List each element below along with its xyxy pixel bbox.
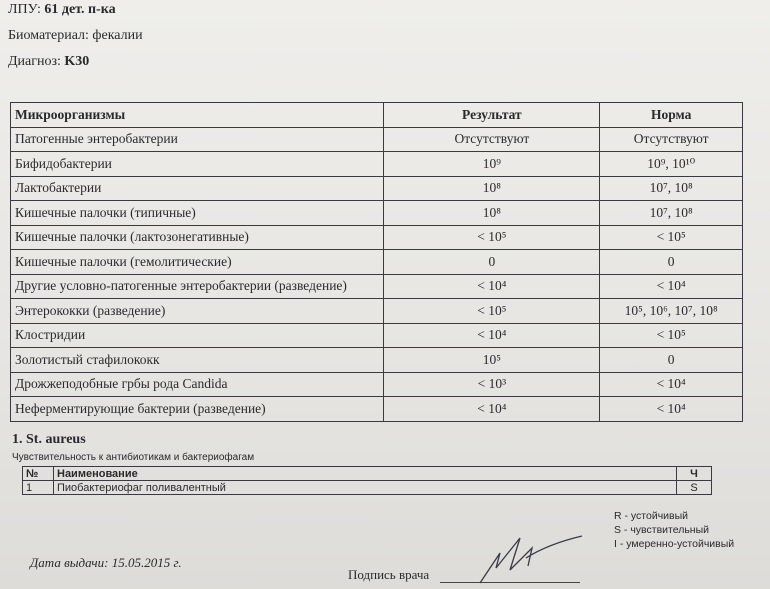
- row-name: Клостридии: [11, 323, 384, 348]
- ab-col-num: №: [23, 467, 54, 481]
- ab-col-name: Наименование: [54, 467, 677, 481]
- row-result: < 10⁴: [384, 323, 600, 348]
- table-row: [11, 348, 743, 373]
- row-result: < 10⁴: [384, 397, 600, 422]
- table-row: [11, 127, 743, 152]
- table-row: [11, 372, 743, 397]
- signature-scribble-icon: [470, 528, 590, 586]
- row-result: Отсутствуют: [384, 127, 600, 152]
- table-row: [11, 274, 743, 299]
- table-row: [11, 201, 743, 226]
- diagnosis-value: K30: [64, 54, 90, 69]
- diagnosis-label: Диагноз:: [8, 54, 61, 69]
- lpu-line: [8, 2, 116, 18]
- date-value: 15.05.2015 г.: [111, 555, 182, 570]
- ab-col-value: Ч: [677, 467, 712, 481]
- ab-row-value: S: [677, 481, 712, 495]
- antibiotics-table: [22, 466, 712, 495]
- row-name: Бифидобактерии: [11, 152, 384, 177]
- row-norm: < 10⁵: [600, 225, 743, 250]
- table-row: [11, 176, 743, 201]
- row-norm: 10⁹, 10¹⁰: [600, 152, 743, 177]
- row-norm: 10⁵, 10⁶, 10⁷, 10⁸: [600, 299, 743, 324]
- row-result: 10⁸: [384, 201, 600, 226]
- row-name: Неферментирующие бактерии (разведение): [11, 397, 384, 422]
- biomaterial-label: Биоматериал:: [8, 28, 89, 43]
- biomaterial-value: фекалии: [92, 28, 143, 43]
- row-norm: 10⁷, 10⁸: [600, 201, 743, 226]
- diagnosis-line: [8, 54, 89, 70]
- row-norm: Отсутствуют: [600, 127, 743, 152]
- section-title: 1. St. aureus: [12, 432, 86, 447]
- ab-row-num: 1: [23, 481, 54, 495]
- row-result: < 10⁵: [384, 299, 600, 324]
- row-norm: < 10⁴: [600, 397, 743, 422]
- table-row: [11, 152, 743, 177]
- row-result: 10⁹: [384, 152, 600, 177]
- row-name: Кишечные палочки (типичные): [11, 201, 384, 226]
- table-row: [11, 250, 743, 275]
- row-result: < 10⁵: [384, 225, 600, 250]
- row-name: Патогенные энтеробактерии: [11, 127, 384, 152]
- row-result: 0: [384, 250, 600, 275]
- row-result: < 10³: [384, 372, 600, 397]
- row-name: Энтерококки (разведение): [11, 299, 384, 324]
- sensitivity-title: Чувствительность к антибиотикам и бактериофагам: [12, 452, 255, 463]
- ab-header-row: [23, 467, 712, 481]
- row-name: Лактобактерии: [11, 176, 384, 201]
- legend-resistant: R - устойчивый: [614, 510, 689, 522]
- table-row: [11, 225, 743, 250]
- col-norm: Норма: [600, 103, 743, 128]
- table-row: [11, 299, 743, 324]
- row-norm: 0: [600, 250, 743, 275]
- col-microorganisms: Микроорганизмы: [11, 103, 384, 128]
- table-row: [11, 323, 743, 348]
- row-name: Золотистый стафилококк: [11, 348, 384, 373]
- lpu-label: ЛПУ:: [8, 2, 41, 17]
- row-result: < 10⁴: [384, 274, 600, 299]
- row-name: Кишечные палочки (лактозонегативные): [11, 225, 384, 250]
- row-norm: < 10⁴: [600, 372, 743, 397]
- row-norm: 0: [600, 348, 743, 373]
- row-name: Другие условно-патогенные энтеробактерии (разведение): [11, 274, 384, 299]
- table-row: [11, 397, 743, 422]
- row-name: Дрожжеподобные грбы рода Candida: [11, 372, 384, 397]
- microorganisms-table: [10, 102, 743, 422]
- row-norm: < 10⁴: [600, 274, 743, 299]
- row-norm: < 10⁵: [600, 323, 743, 348]
- table-header-row: [11, 103, 743, 128]
- row-name: Кишечные палочки (гемолитические): [11, 250, 384, 275]
- row-norm: 10⁷, 10⁸: [600, 176, 743, 201]
- signature-label: Подпись врача: [348, 567, 430, 582]
- table-body: [11, 127, 743, 421]
- issue-date: [30, 555, 182, 571]
- col-result: Результат: [384, 103, 600, 128]
- legend-intermediate: I - умеренно-устойчивый: [614, 538, 735, 550]
- row-result: 10⁵: [384, 348, 600, 373]
- lpu-value: 61 дет. п-ка: [44, 2, 116, 17]
- date-label: Дата выдачи:: [30, 555, 109, 570]
- row-result: 10⁸: [384, 176, 600, 201]
- table-row: [23, 481, 712, 495]
- ab-row-name: Пиобактериофаг поливалентный: [54, 481, 677, 495]
- legend-sensitive: S - чувствительный: [614, 524, 710, 536]
- biomaterial-line: [8, 28, 143, 44]
